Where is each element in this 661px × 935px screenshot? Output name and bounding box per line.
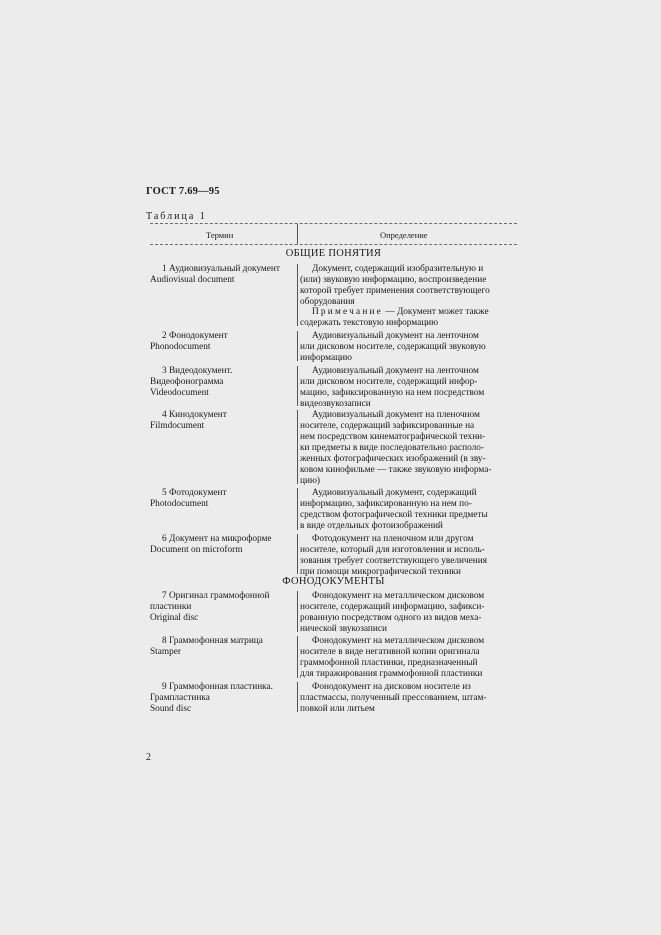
table-caption: Таблица 1 — [146, 211, 207, 222]
column-header-term: Термин — [206, 230, 234, 240]
definition-line: Аудиовизуальный документ на ленточном — [312, 366, 479, 376]
term-line: 1 Аудиовизуальный документ — [162, 264, 280, 274]
table-top-rule — [150, 223, 517, 224]
definition-line: Аудиовизуальный документ на ленточном — [312, 331, 479, 341]
definition-line: Аудиовизуальный документ, содержащий — [312, 488, 477, 498]
note-line — [300, 307, 508, 318]
term-cell — [150, 264, 294, 286]
term-line: Photodocument — [150, 499, 209, 509]
document-code: ГОСТ 7.69—95 — [146, 186, 220, 197]
definition-line: (или) звуковую информацию, воспроизведение — [300, 275, 487, 285]
term-cell — [150, 488, 294, 510]
term-line: Phonodocument — [150, 342, 211, 352]
definition-cell — [300, 264, 508, 308]
term-cell — [150, 682, 294, 715]
definition-line: носителе, содержащий зафиксированные на — [300, 421, 475, 431]
definition-line: Аудиовизуальный документ на пленочном — [312, 410, 480, 420]
definition-line: при помощи микрографической техники — [300, 567, 461, 577]
term-line: Sound disc — [150, 704, 192, 714]
definition-line: или дисковом носителе, содержащий звуковую — [300, 342, 486, 352]
definition-cell — [300, 331, 508, 364]
definition-line: пластмассы, полученный прессованием, штам- — [300, 693, 487, 703]
definition-line: ки предметы в виде последовательно располо- — [300, 443, 485, 453]
term-cell — [150, 410, 294, 432]
term-line: 9 Граммофонная пластинка. — [162, 682, 274, 692]
definition-line: рованную посредством одного из видов меха- — [300, 613, 482, 623]
column-divider — [297, 488, 298, 530]
term-line: 6 Документ на микроформе — [162, 534, 272, 544]
definition-line: нической звукозаписи — [300, 624, 387, 634]
column-divider — [297, 534, 298, 574]
definition-line: для тиражирования граммофонной пластинки — [300, 669, 483, 679]
definition-line: нем посредством кинематографической техни- — [300, 432, 486, 442]
term-line: пластинки — [150, 602, 192, 612]
note-cell — [300, 307, 508, 329]
definition-line: носителе, который для изготовления и исполь- — [300, 545, 485, 555]
term-line: 7 Оригинал граммофонной — [162, 591, 270, 601]
term-cell — [150, 331, 294, 353]
term-line: Audiovisual document — [150, 275, 235, 285]
term-line: Видеофонограмма — [150, 377, 224, 387]
term-line: 8 Граммофонная матрица — [162, 636, 263, 646]
definition-line: видеозвукозаписи — [300, 399, 371, 409]
note-line: содержать текстовую информацию — [300, 318, 439, 328]
definition-line: Фонодокумент на дисковом носителе из — [312, 682, 471, 692]
term-line: Original disc — [150, 613, 199, 623]
column-header-definition: Определение — [380, 230, 428, 240]
definition-cell — [300, 682, 508, 715]
definition-cell — [300, 488, 508, 532]
column-divider — [297, 331, 298, 361]
term-line: Document on microform — [150, 545, 243, 555]
term-line: Videodocument — [150, 388, 209, 398]
column-divider — [297, 591, 298, 632]
definition-line: цию) — [300, 476, 320, 486]
definition-line: которой требует применения соответствующего — [300, 286, 490, 296]
definition-line: или дисковом носителе, содержащий инфор- — [300, 377, 478, 387]
definition-line: носителе, содержащий информацию, зафикси- — [300, 602, 485, 612]
definition-line: женных фотографических изображений (в зву- — [300, 454, 486, 464]
definition-line: носителе в виде негативной копии оригинала — [300, 647, 480, 657]
term-cell — [150, 591, 294, 624]
term-line: Stamper — [150, 647, 181, 657]
term-line: Грампластинка — [150, 693, 210, 703]
definition-cell — [300, 534, 508, 578]
term-line: 2 Фонодокумент — [162, 331, 228, 341]
definition-line: в виде отдельных фотоизображений — [300, 521, 443, 531]
term-line: 5 Фотодокумент — [162, 488, 227, 498]
definition-line: Документ, содержащий изобразительную и — [312, 264, 484, 274]
column-divider — [297, 682, 298, 712]
term-line: 4 Кинодокумент — [162, 410, 227, 420]
note-label: Примечание — [312, 307, 383, 317]
definition-line: оборудования — [300, 297, 355, 307]
definition-cell — [300, 366, 508, 410]
definition-line: повкой или литьем — [300, 704, 375, 714]
header-column-divider — [297, 224, 298, 244]
definition-line: средством фотографической техники предметы — [300, 510, 488, 520]
definition-line: зования требует соответствующего увеличения — [300, 556, 488, 566]
definition-line: Фонодокумент на металлическом дисковом — [312, 591, 485, 601]
definition-line: граммофонной пластинки, предназначенный — [300, 658, 478, 668]
definition-cell — [300, 636, 508, 680]
definition-line: информацию, зафиксированную на нем по- — [300, 499, 472, 509]
term-cell — [150, 636, 294, 658]
column-divider — [297, 264, 298, 326]
header-bottom-rule — [150, 244, 517, 245]
definition-line: Фотодокумент на пленочном или другом — [312, 534, 474, 544]
page-number: 2 — [146, 752, 151, 763]
definition-line: информацию — [300, 353, 352, 363]
definition-cell — [300, 591, 508, 635]
column-divider — [297, 410, 298, 484]
section-heading-phono: ФОНОДОКУМЕНТЫ — [282, 576, 385, 587]
term-line: 3 Видеодокумент. — [162, 366, 233, 376]
term-cell — [150, 534, 294, 556]
definition-line: Фонодокумент на металлическом дисковом — [312, 636, 485, 646]
section-heading-general: ОБЩИЕ ПОНЯТИЯ — [285, 248, 382, 259]
term-cell — [150, 366, 294, 399]
definition-cell — [300, 410, 508, 487]
definition-line: ковом кинофильме — также звуковую информа- — [300, 465, 492, 475]
note-text: — Документ может также — [383, 307, 489, 317]
column-divider — [297, 366, 298, 406]
term-line: Filmdocument — [150, 421, 205, 431]
definition-line: мацию, зафиксированную на нем посредством — [300, 388, 485, 398]
column-divider — [297, 636, 298, 678]
